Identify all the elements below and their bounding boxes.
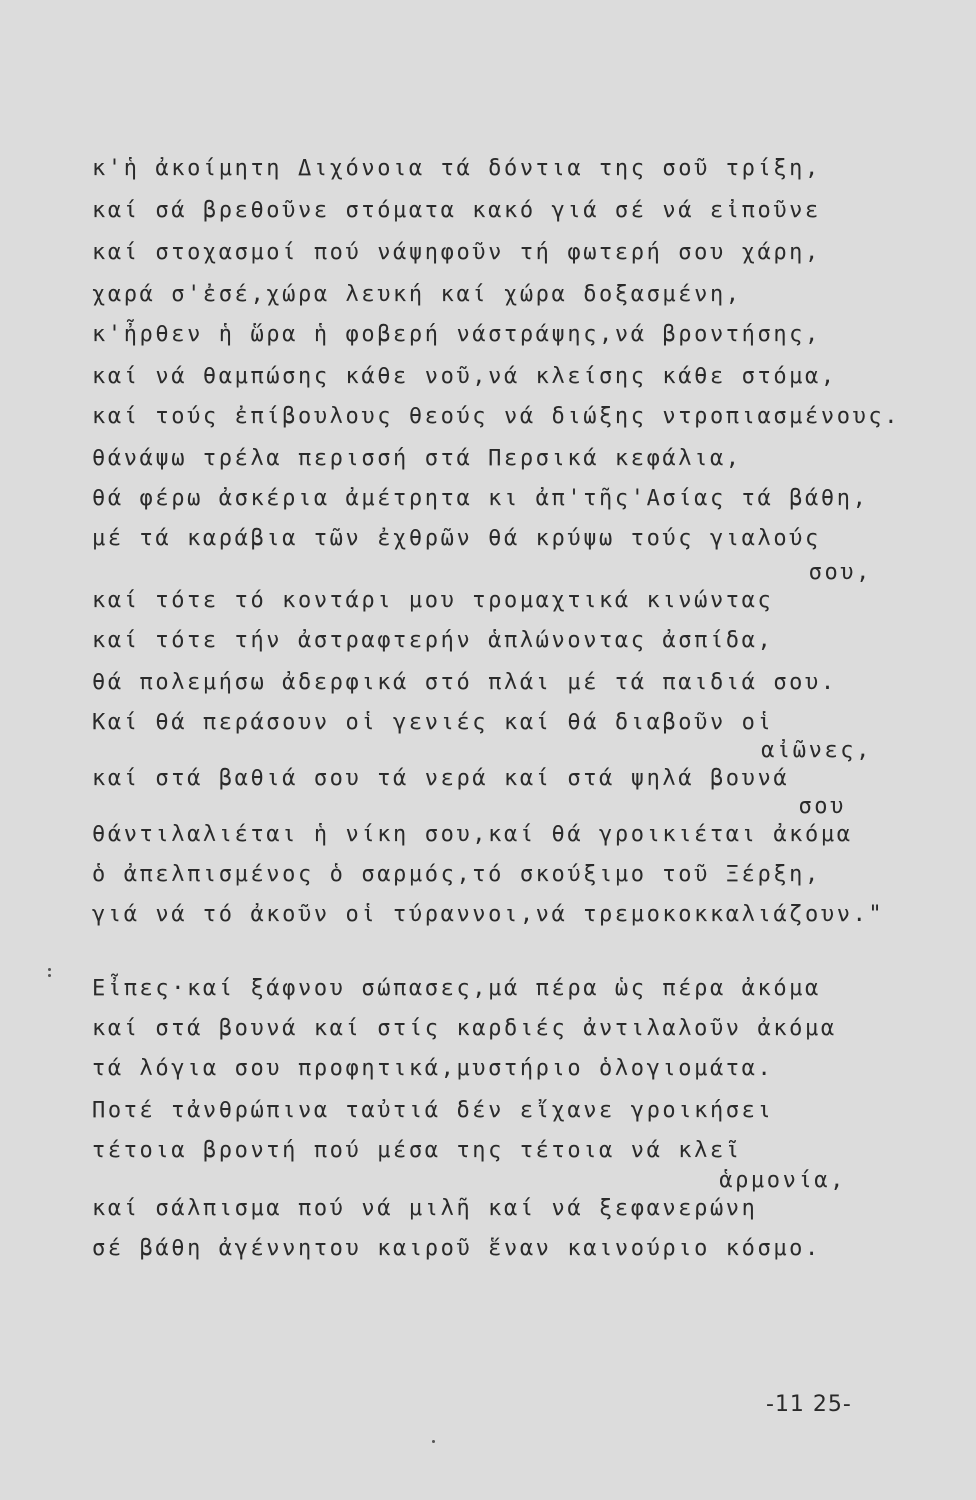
poem-line-continuation: σου — [798, 794, 846, 819]
poem-line: μέ τά καράβια τῶν ἐχθρῶν θά κρύψω τούς γιαλούς — [92, 526, 821, 551]
poem-line: τέτοια βροντή πού μέσα της τέτοια νά κλεῖ — [92, 1138, 742, 1163]
poem-line: Εἶπες·καί ξάφνου σώπασες,μά πέρα ὡς πέρα ἀκόμα — [92, 976, 821, 1001]
margin-mark — [48, 968, 51, 971]
poem-line: καί στοχασμοί πού νάψηφοῦν τή φωτερή σου χάρη, — [92, 240, 821, 265]
poem-line: θά πολεμήσω ἀδερφικά στό πλάι μέ τά παιδιά σου. — [92, 670, 837, 695]
poem-line: θά φέρω ἀσκέρια ἀμέτρητα κι ἀπ'τῆς'Ασίας τά βάθη, — [92, 486, 869, 511]
poem-line-continuation: σου, — [808, 560, 872, 585]
poem-line: καί τούς ἐπίβουλους θεούς νά διώξης ντροπιασμένους. — [92, 404, 901, 429]
poem-line: κ'ἡ ἀκοίμητη Διχόνοια τά δόντια της σοῦ τρίξη, — [92, 156, 821, 181]
poem-line: χαρά σ'ἐσέ,χώρα λευκή καί χώρα δοξασμένη, — [92, 282, 742, 307]
poem-line: καί στά βαθιά σου τά νερά καί στά ψηλά βουνά — [92, 766, 790, 791]
poem-line: κ'ἦρθεν ἡ ὥρα ἡ φοβερή νάστράψης,νά βροντήσης, — [92, 322, 821, 347]
poem-line: καί νά θαμπώσης κάθε νοῦ,νά κλείσης κάθε στόμα, — [92, 364, 837, 389]
poem-line: καί σά βρεθοῦνε στόματα κακό γιά σέ νά εἰποῦνε — [92, 198, 821, 223]
poem-line: Καί θά περάσουν οἱ γενιές καί θά διαβοῦν οἱ — [92, 710, 774, 735]
margin-mark — [432, 1440, 435, 1443]
poem-line: Ποτέ τἀνθρώπινα ταὐτιά δέν εἴχανε γροικήσει — [92, 1098, 774, 1123]
poem-line: γιά νά τό ἀκοῦν οἱ τύραννοι,νά τρεμοκοκκαλιάζουν." — [92, 902, 885, 927]
poem-line: ὁ ἀπελπισμένος ὁ σαρμός,τό σκούξιμο τοῦ Ξέρξη, — [92, 862, 821, 887]
poem-line: καί στά βουνά καί στίς καρδιές ἀντιλαλοῦν ἀκόμα — [92, 1016, 837, 1041]
poem-line: σέ βάθη ἀγέννητου καιροῦ ἕναν καινούριο κόσμο. — [92, 1236, 821, 1261]
poem-line-continuation: ἁρμονία, — [719, 1168, 846, 1193]
margin-mark — [48, 974, 51, 977]
poem-line: θάντιλαλιέται ἡ νίκη σου,καί θά γροικιέται ἀκόμα — [92, 822, 853, 847]
poem-line: τά λόγια σου προφητικά,μυστήριο ὁλογιομάτα. — [92, 1056, 774, 1081]
poem-line-continuation: αἰῶνες, — [761, 738, 872, 763]
poem-line: καί τότε τήν ἀστραφτερήν ἁπλώνοντας ἀσπίδα, — [92, 628, 774, 653]
page-number: -11 25- — [766, 1392, 852, 1417]
poem-line: καί τότε τό κοντάρι μου τρομαχτικά κινώντας — [92, 588, 774, 613]
poem-line: καί σάλπισμα πού νά μιλῆ καί νά ξεφανερώνη — [92, 1196, 758, 1221]
poem-line: θάνάψω τρέλα περισσή στά Περσικά κεφάλια, — [92, 446, 742, 471]
